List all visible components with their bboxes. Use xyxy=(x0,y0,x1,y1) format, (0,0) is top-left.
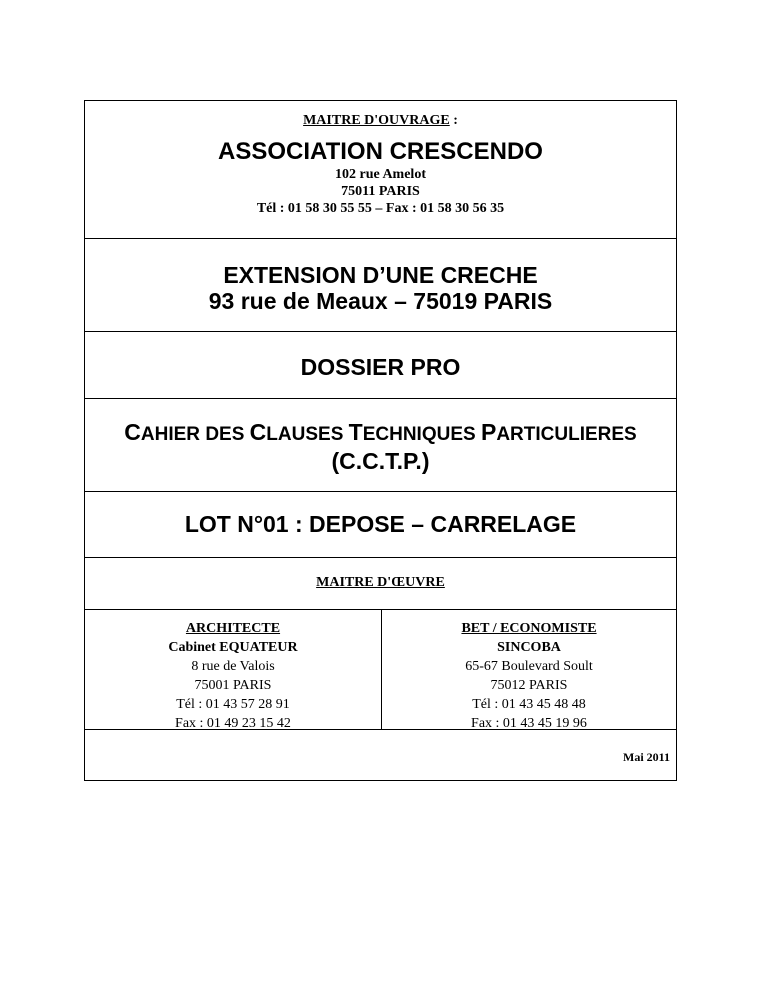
address-city: 75011 PARIS xyxy=(341,184,420,199)
maitre-ouvrage-label-suffix: : xyxy=(449,113,458,128)
bet-city: 75012 PARIS xyxy=(490,678,568,693)
bet-street: 65-67 Boulevard Soult xyxy=(465,659,593,674)
architecte-phone: Tél : 01 43 57 28 91 xyxy=(176,697,290,712)
title-word: DES xyxy=(205,424,245,445)
architecte-column xyxy=(85,610,382,729)
title-word: TECHNIQUES xyxy=(348,419,476,445)
bet-heading: BET / ECONOMISTE xyxy=(461,621,597,636)
address-contact: Tél : 01 58 30 55 55 – Fax : 01 58 30 56 35 xyxy=(256,201,505,216)
bet-name: SINCOBA xyxy=(497,640,561,655)
bet-fax: Fax : 01 43 45 19 96 xyxy=(471,716,587,731)
maitre-oeuvre-section xyxy=(85,558,676,610)
title-word: CLAUSES xyxy=(249,419,344,445)
address-street: 102 rue Amelot xyxy=(335,167,426,182)
dossier-section xyxy=(85,332,676,399)
intervenants-section xyxy=(85,610,676,730)
title-word: PARTICULIERES xyxy=(480,419,637,445)
document-title-section xyxy=(85,399,676,492)
document-title xyxy=(85,420,676,447)
bet-phone: Tél : 01 43 45 48 48 xyxy=(472,697,586,712)
architecte-fax: Fax : 01 49 23 15 42 xyxy=(175,716,291,731)
cover-frame xyxy=(84,100,677,781)
maitre-ouvrage-name: ASSOCIATION CRESCENDO xyxy=(218,138,543,165)
architecte-heading: ARCHITECTE xyxy=(185,621,281,636)
architecte-street: 8 rue de Valois xyxy=(191,659,275,674)
maitre-oeuvre-label: MAITRE D'ŒUVRE xyxy=(316,575,445,590)
project-address: 93 rue de Meaux – 75019 PARIS xyxy=(208,288,553,314)
dossier-title: DOSSIER PRO xyxy=(300,354,461,380)
lot-section xyxy=(85,492,676,558)
maitre-ouvrage-section xyxy=(85,101,676,239)
lot-title: LOT N°01 : DEPOSE – CARRELAGE xyxy=(184,511,577,537)
date-section xyxy=(85,730,676,780)
document-abbreviation: (C.C.T.P.) xyxy=(331,448,430,474)
maitre-ouvrage-address xyxy=(85,166,676,217)
document-date: Mai 2011 xyxy=(623,750,670,764)
maitre-ouvrage-label-line xyxy=(85,113,676,129)
maitre-ouvrage-label: MAITRE D'OUVRAGE xyxy=(303,113,450,128)
project-section xyxy=(85,239,676,332)
architecte-name: Cabinet EQUATEUR xyxy=(168,640,298,655)
project-title: EXTENSION D’UNE CRECHE xyxy=(223,262,538,288)
architecte-city: 75001 PARIS xyxy=(194,678,272,693)
bet-column xyxy=(382,610,676,729)
title-word: CAHIER xyxy=(124,419,201,445)
